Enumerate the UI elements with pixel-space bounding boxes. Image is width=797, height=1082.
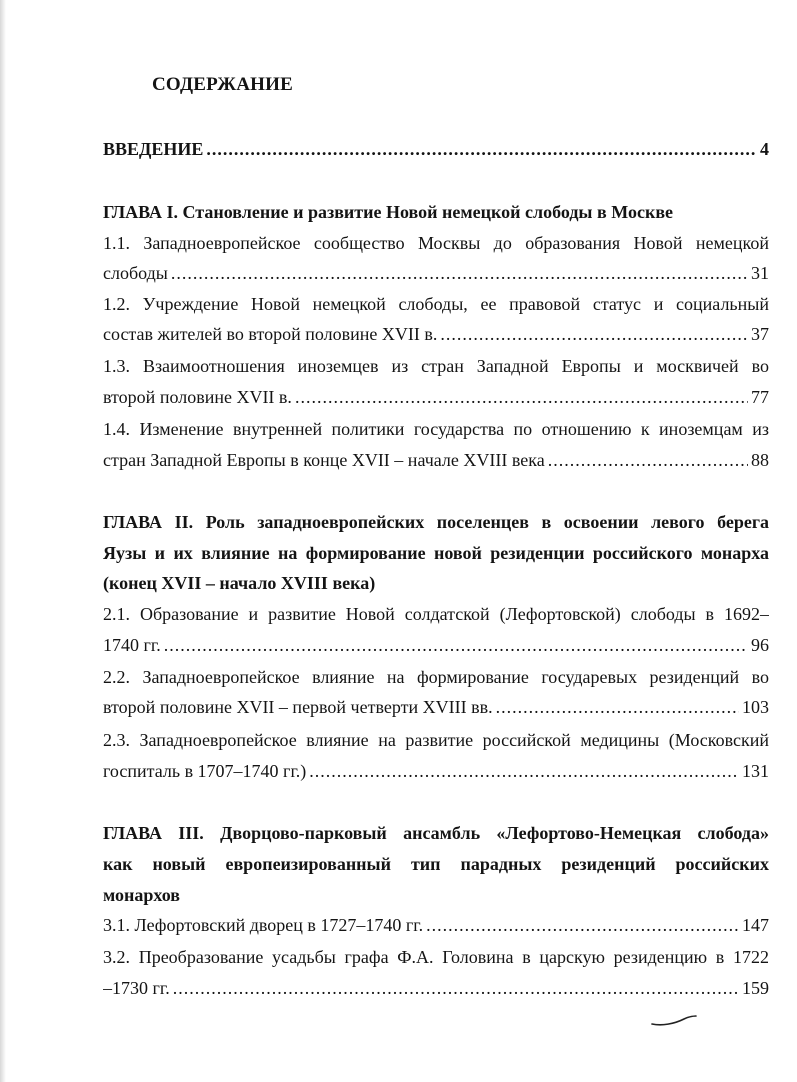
dot-leader: [171, 262, 748, 284]
toc-entry-2-1-line1[interactable]: 2.1. Образование и развитие Новой солдатской (Лефортовской) слободы в 1692–: [103, 604, 769, 624]
toc-entry-1-3-line1[interactable]: 1.3. Взаимоотношения иноземцев из стран Западной Европы и москвичей во: [103, 356, 769, 376]
toc-entry-text: 1740 гг.: [103, 635, 161, 655]
dot-leader: [206, 138, 757, 160]
toc-entry-text: второй половине XVII – первой четверти XVIII вв.: [103, 697, 493, 717]
toc-page-number: 131: [742, 761, 769, 781]
toc-entry-text: –1730 гг.: [103, 978, 170, 998]
toc-entry-2-3-line2[interactable]: [103, 760, 769, 782]
toc-entry-text: 3.1. Лефортовский дворец в 1727–1740 гг.: [103, 915, 424, 935]
toc-entry-3-2-line2[interactable]: [103, 977, 769, 999]
toc-entry-1-4-line2[interactable]: [103, 449, 769, 471]
dot-leader: [295, 386, 748, 408]
toc-entry-text: ВВЕДЕНИЕ: [103, 139, 204, 159]
chapter-3-heading-line3[interactable]: монархов: [103, 885, 180, 905]
toc-entry-3-1[interactable]: [103, 914, 769, 936]
chapter-3-heading-line2[interactable]: как новый европеизированный тип парадных резиденций российских: [103, 854, 769, 874]
chapter-2-heading-line1[interactable]: ГЛАВА II. Роль западноевропейских поселенцев в освоении левого берега: [103, 512, 769, 532]
toc-page-number: 159: [742, 978, 769, 998]
toc-entry-text: слободы: [103, 263, 168, 283]
chapter-2-heading-line2[interactable]: Яузы и их влияние на формирование новой резиденции российского монарха: [103, 543, 769, 563]
page-scan-edge: [0, 0, 6, 1082]
toc-entry-1-1-line2[interactable]: [103, 262, 769, 284]
chapter-1-heading[interactable]: ГЛАВА I. Становление и развитие Новой немецкой слободы в Москве: [103, 202, 674, 222]
toc-entry-2-2-line2[interactable]: [103, 696, 769, 718]
chapter-2-heading-line3[interactable]: (конец XVII – начало XVIII века): [103, 573, 376, 593]
toc-entry-1-2-line1[interactable]: 1.2. Учреждение Новой немецкой слободы, ее правовой статус и социальный: [103, 294, 769, 314]
signature-mark: [650, 1010, 700, 1030]
toc-page-number: 88: [751, 450, 769, 470]
toc-page-number: 147: [742, 915, 769, 935]
dot-leader: [440, 323, 748, 345]
dot-leader: [173, 977, 739, 999]
toc-page-number: 77: [751, 387, 769, 407]
toc-entry-1-3-line2[interactable]: [103, 386, 769, 408]
toc-entry-text: второй половине XVII в.: [103, 387, 292, 407]
toc-entry-text: стран Западной Европы в конце XVII – начале XVIII века: [103, 450, 545, 470]
toc-entry-3-2-line1[interactable]: 3.2. Преобразование усадьбы графа Ф.А. Головина в царскую резиденцию в 1722: [103, 947, 769, 967]
dot-leader: [309, 760, 739, 782]
toc-entry-text: госпиталь в 1707–1740 гг.): [103, 761, 307, 781]
toc-entry-intro[interactable]: [103, 138, 769, 160]
toc-entry-2-1-line2[interactable]: [103, 634, 769, 656]
dot-leader: [496, 696, 739, 718]
toc-page-number: 31: [751, 263, 769, 283]
toc-entry-2-3-line1[interactable]: 2.3. Западноевропейское влияние на развитие российской медицины (Московский: [103, 730, 769, 750]
toc-page-number: 37: [751, 324, 769, 344]
toc-entry-1-1-line1[interactable]: 1.1. Западноевропейское сообщество Москвы до образования Новой немецкой: [103, 233, 769, 253]
dot-leader: [426, 914, 739, 936]
toc-entry-2-2-line1[interactable]: 2.2. Западноевропейское влияние на формирование государевых резиденций во: [103, 667, 769, 687]
toc-entry-1-4-line1[interactable]: 1.4. Изменение внутренней политики государства по отношению к иноземцам из: [103, 419, 769, 439]
page-title: СОДЕРЖАНИЕ: [152, 74, 293, 95]
toc-entry-1-2-line2[interactable]: [103, 323, 769, 345]
toc-page-number: 103: [742, 697, 769, 717]
chapter-3-heading-line1[interactable]: ГЛАВА III. Дворцово-парковый ансамбль «Лефортово-Немецкая слобода»: [103, 823, 769, 843]
dot-leader: [164, 634, 748, 656]
dot-leader: [548, 449, 748, 471]
toc-page-number: 4: [760, 139, 769, 159]
toc-entry-text: состав жителей во второй половине XVII в.: [103, 324, 438, 344]
toc-page-number: 96: [751, 635, 769, 655]
